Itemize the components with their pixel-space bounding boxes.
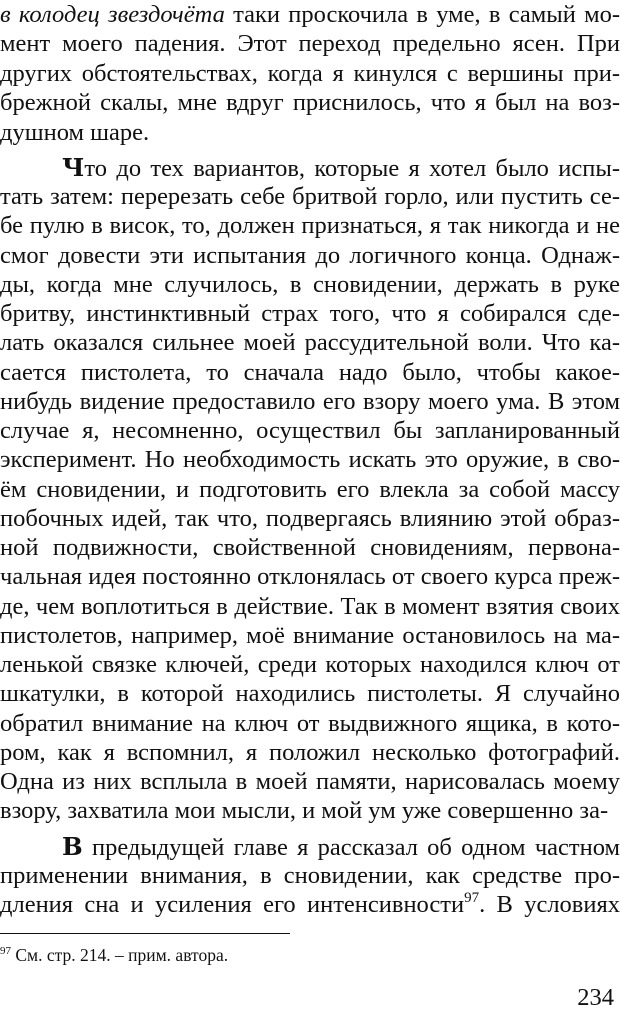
paragraph2-line-3: бе пулю в висок, то, должен признаться, я так никогда и не [0, 212, 620, 239]
paragraph1-line-4: брежной скалы, мне вдруг приснилось, что я был на воз- [0, 89, 620, 116]
paragraph2-line-12: ём сновидении, и подготовить его влекла за собой массу [0, 476, 620, 503]
footnote-divider [0, 933, 290, 934]
line-text: предыдущей главе я рассказал об одном частном [82, 834, 620, 861]
paragraph2-line-19: шкатулки, в которой находились пистолеты. Я случайно [0, 680, 620, 707]
paragraph2-line-9: нибудь видение предоставило его взору моего ума. В этом [0, 388, 620, 415]
paragraph2-line-16: де, чем воплотиться в действие. Так в момент взятия своих [0, 593, 620, 620]
paragraph2-line-21: ром, как я вспомнил, я положил несколько фотографий. [0, 739, 620, 766]
paragraph2-line-7: лать оказался сильнее моей рассудительной воли. Что ка- [0, 329, 620, 356]
italic-phrase: в колодец звездочёта [0, 1, 225, 28]
paragraph2-line-11: эксперимент. Но необходимость искать это оружие, в сво- [0, 446, 620, 473]
paragraph1-line-2: мент моего падения. Этот переход предельно ясен. При [0, 30, 620, 57]
paragraph2-line-2: тать затем: перерезать себе бритвой горло, или пустить се- [0, 183, 620, 210]
paragraph2-line-17: пистолетов, например, моё внимание остановилось на ма- [0, 622, 620, 649]
paragraph2-line-10: случае я, несомненно, осуществил бы запланированный [0, 417, 620, 444]
footnote-marker: 97 [0, 945, 11, 957]
paragraph2-line-20: обратил внимание на ключ от выдвижного ящика, в кото- [0, 710, 620, 737]
paragraph2-line-1 [0, 153, 620, 183]
paragraph2-line-22: Одна из них всплыла в моей памяти, нарисовалась моему [0, 768, 620, 795]
footnote-reference[interactable]: 97 [464, 890, 480, 906]
line-text: дления сна и усиления его интенсивности [0, 891, 465, 918]
paragraph2-line-14: ной подвижности, свойственной сновидениям, первона- [0, 534, 620, 561]
paragraph2-line-15: чальная идея постоянно отклонялась от своего курса преж- [0, 563, 620, 590]
paragraph2-line-6: бритву, инстинктивный страх того, что я собирался сде- [0, 300, 620, 327]
footnote [0, 944, 228, 966]
page-number: 234 [577, 984, 614, 1011]
footnote-text: См. стр. 214. – прим. автора. [11, 945, 229, 965]
line-text: . В условиях [479, 891, 620, 918]
paragraph2-line-5: ды, когда мне случилось, в сновидении, держать в руке [0, 271, 620, 298]
initial-letter: В [62, 832, 83, 861]
paragraph2-line-13: побочных идей, так что, подвергаясь влиянию этой образ- [0, 505, 620, 532]
paragraph3-line-3 [0, 890, 620, 920]
paragraph3-line-2: применении внимания, в сновидении, как средстве про- [0, 862, 620, 889]
paragraph2-line-23: взору, захватила мои мысли, и мой ум уже совершенно за- [0, 797, 609, 824]
paragraph2-line-8: сается пистолета, то сначала надо было, чтобы какое- [0, 359, 620, 386]
line-text: таки проскочила в уме, в самый мо- [224, 1, 620, 28]
paragraph1-line-3: других обстоятельствах, когда я кинулся с вершины при- [0, 60, 620, 87]
paragraph2-line-4: смог довести эти испытания до логичного конца. Однаж- [0, 242, 620, 269]
initial-letter: Ч [62, 153, 85, 182]
paragraph2-line-18: ленькой связке ключей, среди которых находился ключ от [0, 651, 620, 678]
line-text: то до тех вариантов, которые я хотел было испы- [84, 155, 620, 182]
paragraph1-line-5: душном шаре. [0, 119, 150, 146]
paragraph3-line-1 [0, 832, 620, 862]
paragraph1-line-1 [0, 0, 620, 30]
